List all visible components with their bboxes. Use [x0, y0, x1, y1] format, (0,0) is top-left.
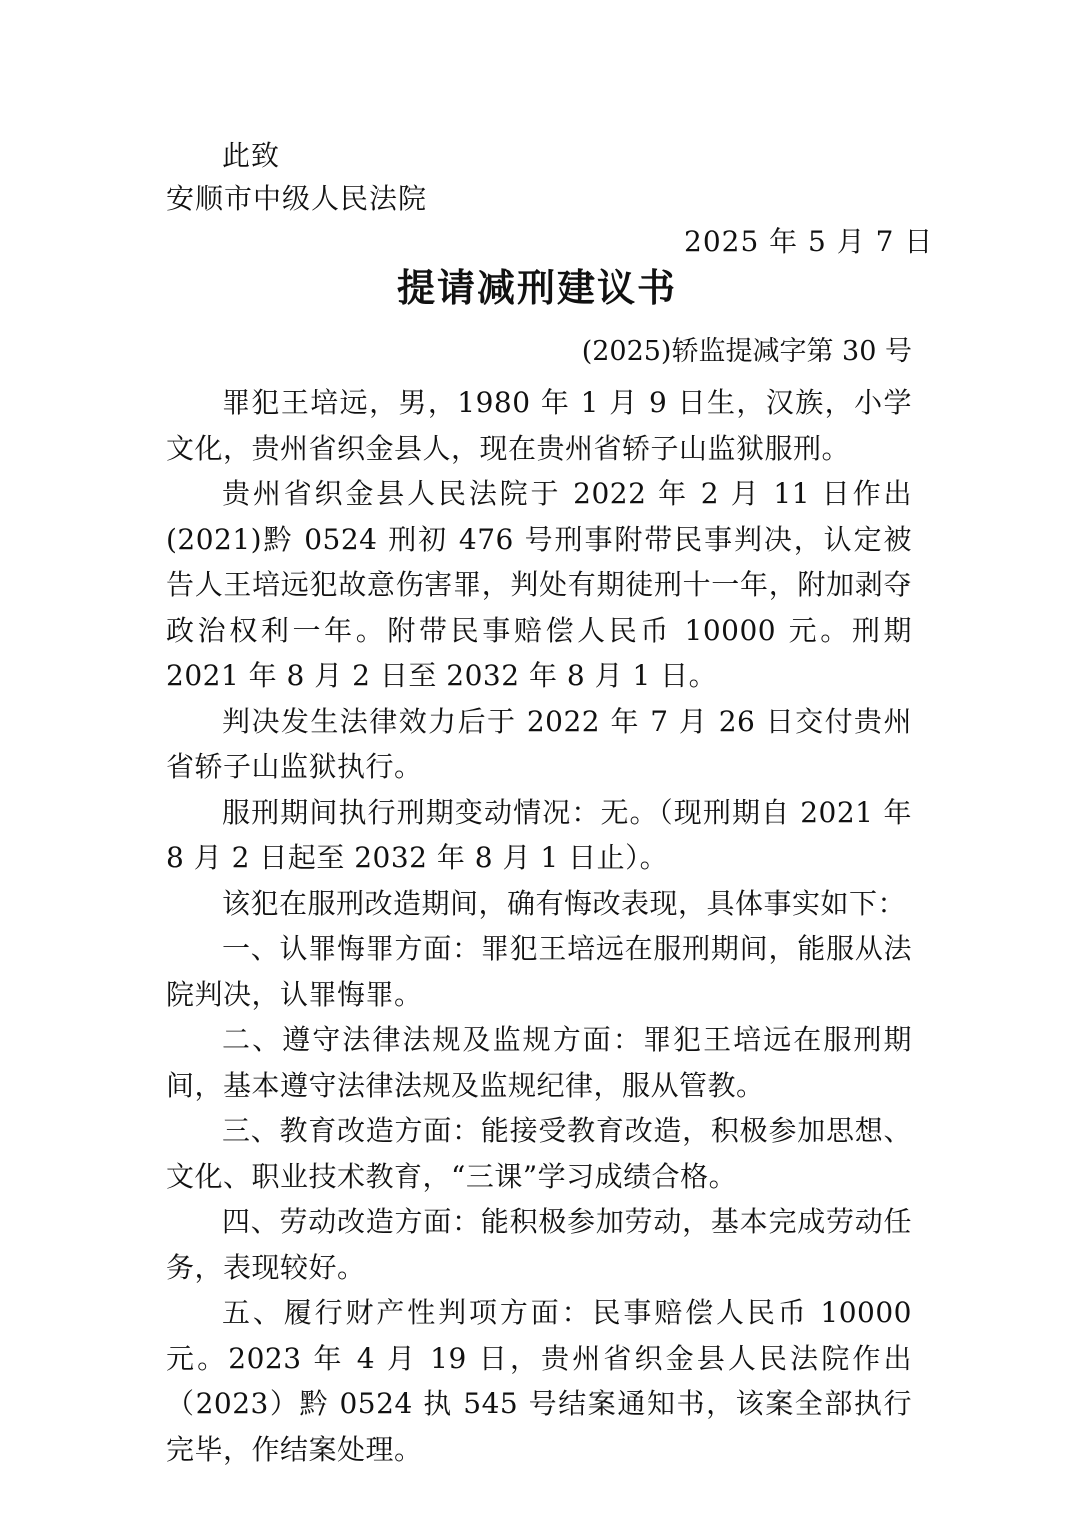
paragraph-item-3: 三、教育改造方面：能接受教育改造，积极参加思想、文化、职业技术教育，“三课”学习成绩合格。	[166, 1114, 912, 1193]
closing-salutation: 此致	[222, 139, 281, 172]
paragraph-original-judgment: 贵州省织金县人民法院于 2022 年 2 月 11 日作出(2021)黔 0524 刑初 476 号刑事附带民事判决，认定被告人王培远犯故意伤害罪，判处有期徒刑十一年，附加剥夺政治权利一年。附带民事赔偿人民币 10000 元。刑期 2021 年 8 月 2 日至 2032 年 8 月 1 日。	[166, 477, 912, 692]
document-number: (2025)轿监提减字第 30 号	[581, 336, 912, 367]
paragraph-item-2: 二、遵守法律法规及监规方面：罪犯王培远在服刑期间，基本遵守法律法规及监规纪律，服从管教。	[166, 1023, 912, 1102]
paragraph-sentence-changes: 服刑期间执行刑期变动情况：无。（现刑期自 2021 年 8 月 2 日起至 2032 年 8 月 1 日止）。	[166, 795, 912, 874]
closing-date: 2025 年 5 月 7 日	[684, 225, 934, 258]
paragraph-item-1: 一、认罪悔罪方面：罪犯王培远在服刑期间，能服从法院判决，认罪悔罪。	[166, 932, 912, 1011]
document-body	[166, 380, 912, 1472]
paragraph-offender-info: 罪犯王培远，男，1980 年 1 月 9 日生，汉族，小学文化，贵州省织金县人，现在贵州省轿子山监狱服刑。	[166, 386, 912, 465]
document-title: 提请减刑建议书	[396, 266, 677, 310]
paragraph-item-5: 五、履行财产性判项方面：民事赔偿人民币 10000 元。2023 年 4 月 19 日，贵州省织金县人民法院作出（2023）黔 0524 执 545 号结案通知书，该案全部执行完毕，作结案处理。	[166, 1296, 912, 1466]
closing-recipient: 安顺市中级人民法院	[166, 182, 428, 215]
paragraph-item-4: 四、劳动改造方面：能积极参加劳动，基本完成劳动任务，表现较好。	[166, 1205, 912, 1284]
paragraph-repentance-intro: 该犯在服刑改造期间，确有悔改表现，具体事实如下：	[222, 886, 907, 920]
paragraph-delivery: 判决发生法律效力后于 2022 年 7 月 26 日交付贵州省轿子山监狱执行。	[166, 704, 912, 783]
